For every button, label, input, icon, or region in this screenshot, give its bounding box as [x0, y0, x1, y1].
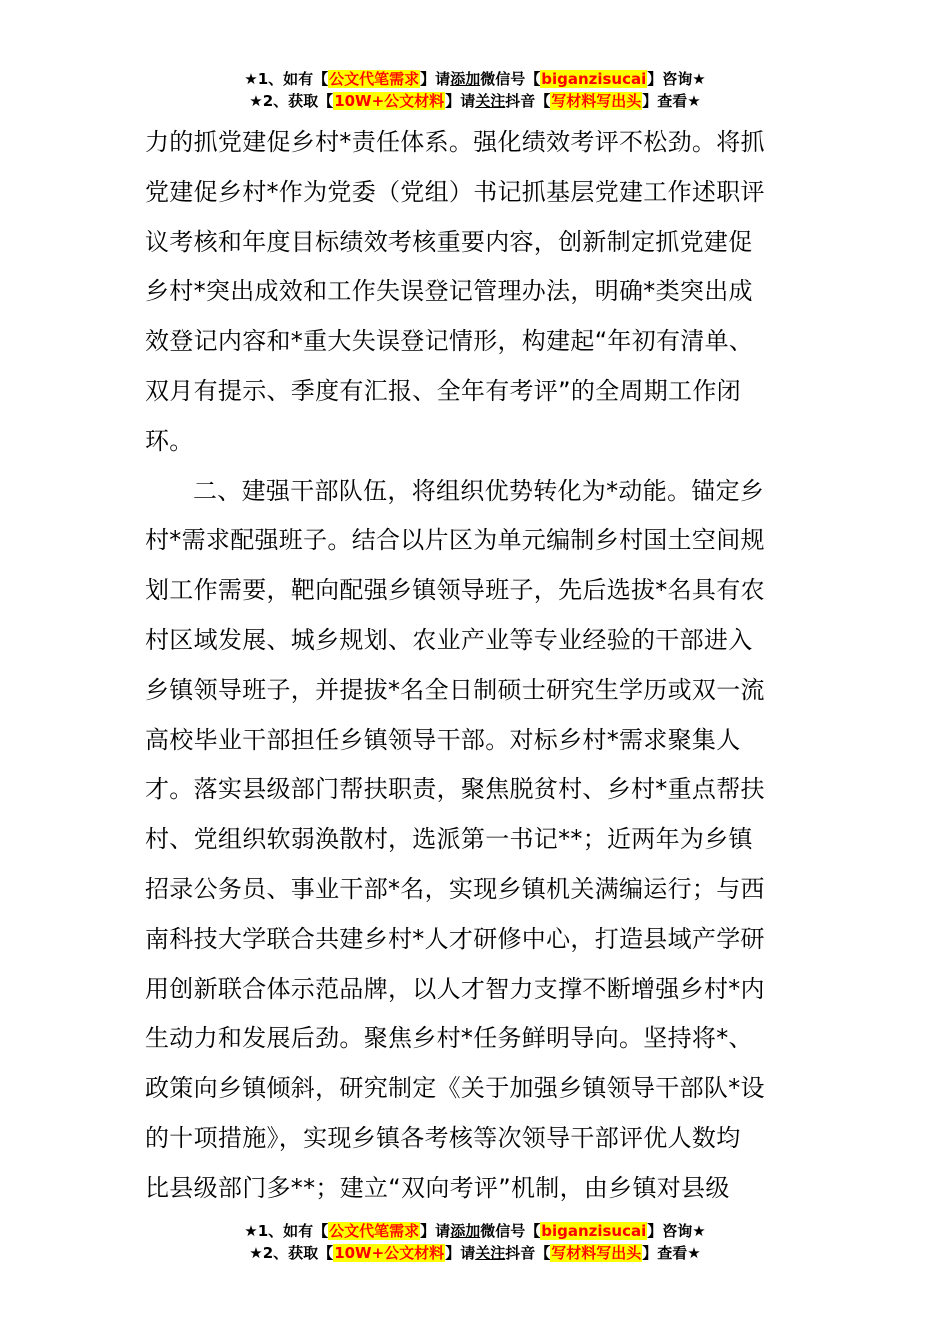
body-line: 环。 — [145, 426, 194, 455]
section-heading-line: 二、建强干部队伍，将组织优势转化为*动能。锚定乡 — [193, 476, 765, 505]
highlight-service: 公文代笔需求 — [329, 1222, 420, 1240]
highlight-douyin-account: 写材料写出头 — [551, 1244, 642, 1262]
body-line: 生动力和发展后劲。聚焦乡村*任务鲜明导向。坚持将*、 — [145, 1024, 753, 1053]
body-line: 才。落实县级部门帮扶职责，聚焦脱贫村、乡村*重点帮扶 — [145, 775, 765, 804]
body-line: 乡镇领导班子，并提拔*名全日制硕士研究生学历或双一流 — [145, 675, 765, 704]
highlight-douyin-account: 写材料写出头 — [551, 92, 642, 110]
body-line: 党建促乡村*作为党委（党组）书记抓基层党建工作述职评 — [145, 177, 765, 206]
body-line: 用创新联合体示范品牌，以人才智力支撑不断增强乡村*内 — [145, 974, 765, 1003]
body-line: 双月有提示、季度有汇报、全年有考评”的全周期工作闭 — [145, 376, 741, 405]
body-line: 的十项措施》，实现乡镇各考核等次领导干部评优人数均 — [145, 1123, 741, 1152]
highlight-service: 公文代笔需求 — [329, 70, 420, 88]
body-line: 效登记内容和*重大失误登记情形，构建起“年初有清单、 — [145, 327, 754, 356]
highlight-wechat-id: biganzisucai — [541, 70, 647, 88]
document-body — [145, 118, 825, 1214]
body-line: 南科技大学联合共建乡村*人才研修中心，打造县域产学研 — [145, 924, 765, 953]
body-line: 议考核和年度目标绩效考核重要内容，创新制定抓党建促 — [145, 227, 753, 256]
body-line: 划工作需要，靶向配强乡镇领导班子，先后选拔*名具有农 — [145, 576, 765, 605]
body-line: 招录公务员、事业干部*名，实现乡镇机关满编运行；与西 — [145, 874, 765, 903]
banner-line-1: ★1、如有【公文代笔需求】请添加微信号【biganzisucai】咨询★ — [244, 1222, 706, 1240]
body-line: 力的抓党建促乡村*责任体系。强化绩效考评不松劲。将抓 — [145, 128, 765, 156]
banner-line-2: ★2、获取【10W+公文材料】请关注抖音【写材料写出头】查看★ — [249, 1244, 701, 1262]
promo-banner-bottom — [0, 1220, 950, 1264]
body-line: 村、党组织软弱涣散村，选派第一书记**；近两年为乡镇 — [145, 825, 753, 854]
body-line: 村*需求配强班子。结合以片区为单元编制乡村国土空间规 — [145, 526, 765, 555]
banner-line-2: ★2、获取【10W+公文材料】请关注抖音【写材料写出头】查看★ — [249, 92, 701, 110]
body-line: 比县级部门多**；建立“双向考评”机制，由乡镇对县级 — [145, 1173, 730, 1202]
body-line: 村区域发展、城乡规划、农业产业等专业经验的干部进入 — [145, 625, 753, 654]
body-line: 政策向乡镇倾斜，研究制定《关于加强乡镇领导干部队*设 — [145, 1074, 765, 1103]
body-line: 高校毕业干部担任乡镇领导干部。对标乡村*需求聚集人 — [145, 725, 741, 754]
banner-line-1: ★1、如有【公文代笔需求】请添加微信号【biganzisucai】咨询★ — [244, 70, 706, 88]
promo-banner-top — [0, 68, 950, 112]
body-line: 乡村*突出成效和工作失误登记管理办法，明确*类突出成 — [145, 277, 753, 306]
highlight-materials: 10W+公文材料 — [334, 1244, 445, 1262]
highlight-wechat-id: biganzisucai — [541, 1222, 647, 1240]
highlight-materials: 10W+公文材料 — [334, 92, 445, 110]
